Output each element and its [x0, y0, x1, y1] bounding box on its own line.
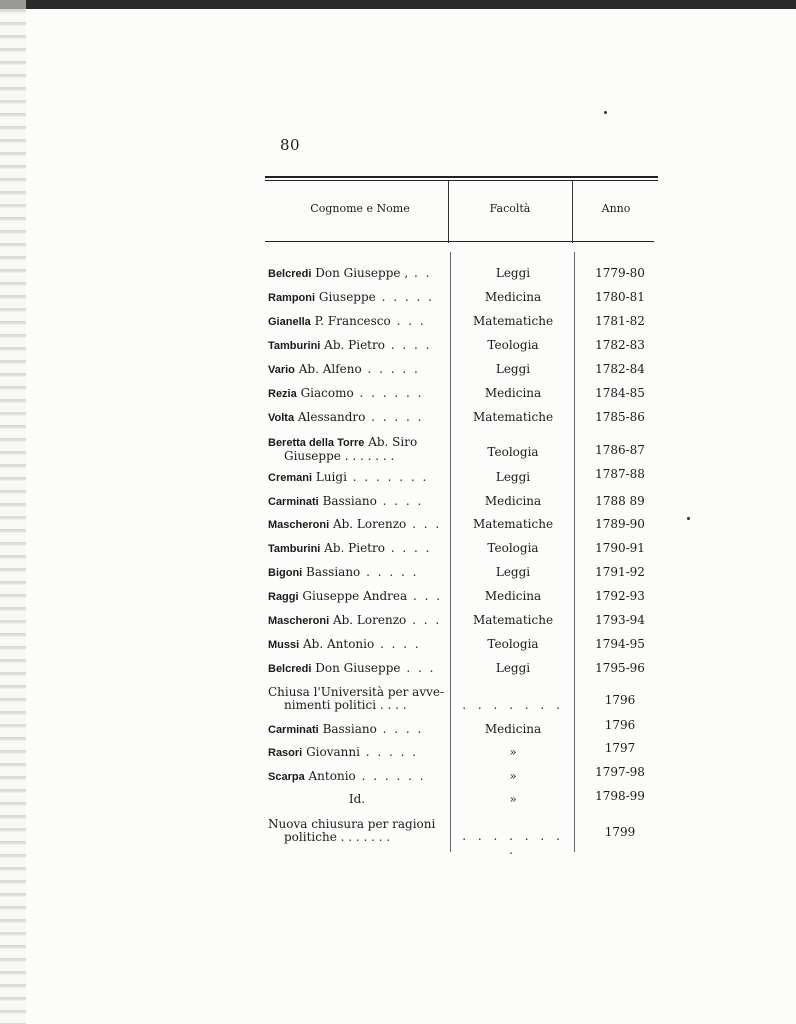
- row-year: 1779-80: [595, 266, 645, 280]
- row-given: Don Giuseppe: [311, 661, 401, 675]
- row-name: [268, 470, 446, 484]
- row-given: Ab. Pietro: [320, 541, 385, 555]
- row-faculty: Teologia: [487, 637, 539, 651]
- scan-speck: [687, 517, 690, 520]
- row-dots: . . . .: [384, 338, 432, 352]
- row-name: [268, 338, 446, 352]
- row-year: 1794-95: [595, 637, 645, 651]
- row-year: 1795-96: [595, 661, 645, 675]
- row-faculty: . . . . . . . .: [462, 829, 564, 857]
- row-surname: Mascheroni: [268, 615, 330, 627]
- row-dots: . . . . .: [361, 362, 420, 376]
- row-name: [268, 686, 446, 712]
- row-name: [268, 386, 446, 400]
- row-name: [268, 410, 446, 424]
- row-faculty: Medicina: [484, 589, 542, 603]
- row-faculty: Medicina: [484, 494, 542, 508]
- row-year: 1798-99: [595, 789, 645, 803]
- row-year: 1793-94: [595, 613, 645, 627]
- row-name-line2: politiche . . . . . . .: [284, 830, 391, 844]
- row-given: Giacomo: [296, 386, 354, 400]
- row-year: 1785-86: [595, 410, 645, 424]
- row-given: Don Giuseppe ,: [311, 266, 409, 280]
- row-dots: . . .: [400, 661, 436, 675]
- row-faculty: Matematiche: [472, 613, 554, 627]
- row-name: [268, 745, 446, 759]
- row-surname: Mascheroni: [268, 519, 330, 531]
- row-year: 1787-88: [595, 467, 645, 481]
- header-faculty: Facoltà: [489, 202, 531, 215]
- row-name: [268, 436, 446, 463]
- row-surname: Tamburini: [268, 340, 321, 352]
- row-dots: . . . . .: [365, 410, 424, 424]
- row-surname: Bigoni: [268, 567, 303, 579]
- row-given: Antonio: [304, 769, 356, 783]
- row-name: [268, 362, 446, 376]
- row-faculty: Medicina: [484, 386, 542, 400]
- scan-left-edge: [0, 0, 26, 1024]
- page-number: 80: [280, 136, 301, 154]
- row-year: 1789-90: [595, 517, 645, 531]
- row-given: Giovanni: [302, 745, 360, 759]
- row-surname: Beretta della Torre: [268, 437, 365, 449]
- row-surname: Volta: [268, 412, 295, 424]
- row-faculty: »: [509, 792, 517, 806]
- row-name: [268, 541, 446, 555]
- row-surname: Belcredi: [268, 663, 312, 675]
- row-given: Bassiano: [302, 565, 361, 579]
- row-year: 1780-81: [595, 290, 645, 304]
- row-dots: . . . . .: [359, 745, 419, 759]
- row-plain-text: Id.: [348, 792, 366, 806]
- table-top-rule: [265, 176, 658, 178]
- header-year: Anno: [601, 202, 631, 215]
- row-surname: Vario: [268, 364, 295, 376]
- body-divider-2: [574, 252, 575, 852]
- row-year: 1784-85: [595, 386, 645, 400]
- row-name: [268, 290, 446, 304]
- table-top-rule-thin: [265, 180, 658, 181]
- row-dots: . . . .: [376, 722, 424, 736]
- row-surname: Carminati: [268, 724, 319, 736]
- row-dots: . . . . . .: [353, 386, 424, 400]
- row-surname: Rasori: [268, 747, 303, 759]
- row-name: [268, 613, 446, 627]
- row-year: 1791-92: [595, 565, 645, 579]
- row-year: 1797-98: [595, 765, 645, 779]
- row-given: Luigi: [312, 470, 347, 484]
- row-year: 1782-83: [595, 338, 645, 352]
- row-faculty: Teologia: [487, 541, 539, 555]
- row-dots: . . .: [406, 517, 442, 531]
- row-faculty: Leggi: [495, 661, 531, 675]
- row-year: 1799: [604, 825, 636, 839]
- row-dots: . . .: [406, 613, 442, 627]
- row-faculty: Leggi: [495, 565, 531, 579]
- row-name: [268, 589, 446, 603]
- row-faculty: »: [509, 745, 517, 759]
- row-faculty: Medicina: [484, 290, 542, 304]
- header-bottom-rule: [265, 241, 654, 242]
- row-given: Ab. Lorenzo: [329, 517, 407, 531]
- header-divider-2: [572, 180, 573, 243]
- row-year: 1782-84: [595, 362, 645, 376]
- row-surname: Ramponi: [268, 292, 316, 304]
- row-faculty: Matematiche: [472, 314, 554, 328]
- row-name-line2: nimenti politici . . . .: [284, 698, 407, 712]
- row-name-line2: Giuseppe . . . . . . .: [284, 449, 395, 463]
- row-plain-text: Nuova chiusura per ragioni: [268, 818, 436, 831]
- row-given: Ab. Siro: [364, 436, 418, 449]
- header-name: Cognome e Nome: [310, 202, 410, 215]
- row-surname: Gianella: [268, 316, 311, 328]
- row-faculty: Teologia: [487, 445, 539, 459]
- row-surname: Carminati: [268, 496, 319, 508]
- header-divider-1: [448, 180, 449, 243]
- row-given: Ab. Alfeno: [294, 362, 362, 376]
- row-year: 1792-93: [595, 589, 645, 603]
- row-faculty: Leggi: [495, 362, 531, 376]
- scan-speck: [604, 111, 607, 114]
- row-name: [268, 818, 446, 844]
- row-dots: . . . .: [376, 494, 424, 508]
- row-name: [268, 314, 446, 328]
- row-faculty: »: [509, 769, 517, 783]
- row-faculty: Medicina: [484, 722, 542, 736]
- row-given: Bassiano: [318, 722, 377, 736]
- row-surname: Tamburini: [268, 543, 321, 555]
- row-surname: Raggi: [268, 591, 299, 603]
- row-given: Ab. Pietro: [320, 338, 385, 352]
- row-faculty: Leggi: [495, 266, 531, 280]
- row-dots: . . . .: [374, 637, 421, 651]
- row-dots: . . .: [407, 589, 443, 603]
- row-given: Ab. Antonio: [299, 637, 375, 651]
- row-year: 1786-87: [595, 443, 645, 457]
- row-given: Giuseppe: [315, 290, 376, 304]
- row-given: Ab. Lorenzo: [329, 613, 407, 627]
- scan-top-border: [0, 0, 796, 9]
- row-dots: . .: [408, 266, 432, 280]
- row-surname: Rezia: [268, 388, 297, 400]
- row-year: 1796: [604, 718, 636, 732]
- row-year: 1797: [604, 741, 636, 755]
- row-year: 1790-91: [595, 541, 645, 555]
- row-name: [268, 565, 446, 579]
- row-dots: . . . . .: [360, 565, 419, 579]
- row-year: 1781-82: [595, 314, 645, 328]
- row-faculty: Leggi: [495, 470, 531, 484]
- row-given: Alessandro: [294, 410, 366, 424]
- row-name: [268, 722, 446, 736]
- body-divider-1: [450, 252, 451, 852]
- row-surname: Belcredi: [268, 268, 312, 280]
- row-dots: . . . . . . .: [346, 470, 429, 484]
- row-name: [268, 266, 446, 280]
- row-name: [268, 637, 446, 651]
- row-name: [268, 792, 446, 806]
- row-surname: Mussi: [268, 639, 300, 651]
- row-faculty: Matematiche: [472, 410, 554, 424]
- row-year: 1788 89: [595, 494, 645, 508]
- row-surname: Cremani: [268, 472, 313, 484]
- row-faculty: . . . . . . .: [462, 698, 564, 712]
- row-name: [268, 494, 446, 508]
- row-year: 1796: [604, 693, 636, 707]
- row-given: Bassiano: [318, 494, 377, 508]
- row-faculty: Matematiche: [472, 517, 554, 531]
- row-name: [268, 769, 446, 783]
- row-given: P. Francesco: [310, 314, 391, 328]
- row-name: [268, 661, 446, 675]
- row-dots: . . . . . .: [355, 769, 426, 783]
- row-plain-text: Chiusa l'Università per avve-: [268, 686, 445, 699]
- row-dots: . . . .: [384, 541, 432, 555]
- row-dots: . . . . .: [375, 290, 434, 304]
- row-given: Giuseppe Andrea: [298, 589, 408, 603]
- row-surname: Scarpa: [268, 771, 305, 783]
- row-faculty: Teologia: [487, 338, 539, 352]
- row-dots: . . .: [390, 314, 426, 328]
- row-name: [268, 517, 446, 531]
